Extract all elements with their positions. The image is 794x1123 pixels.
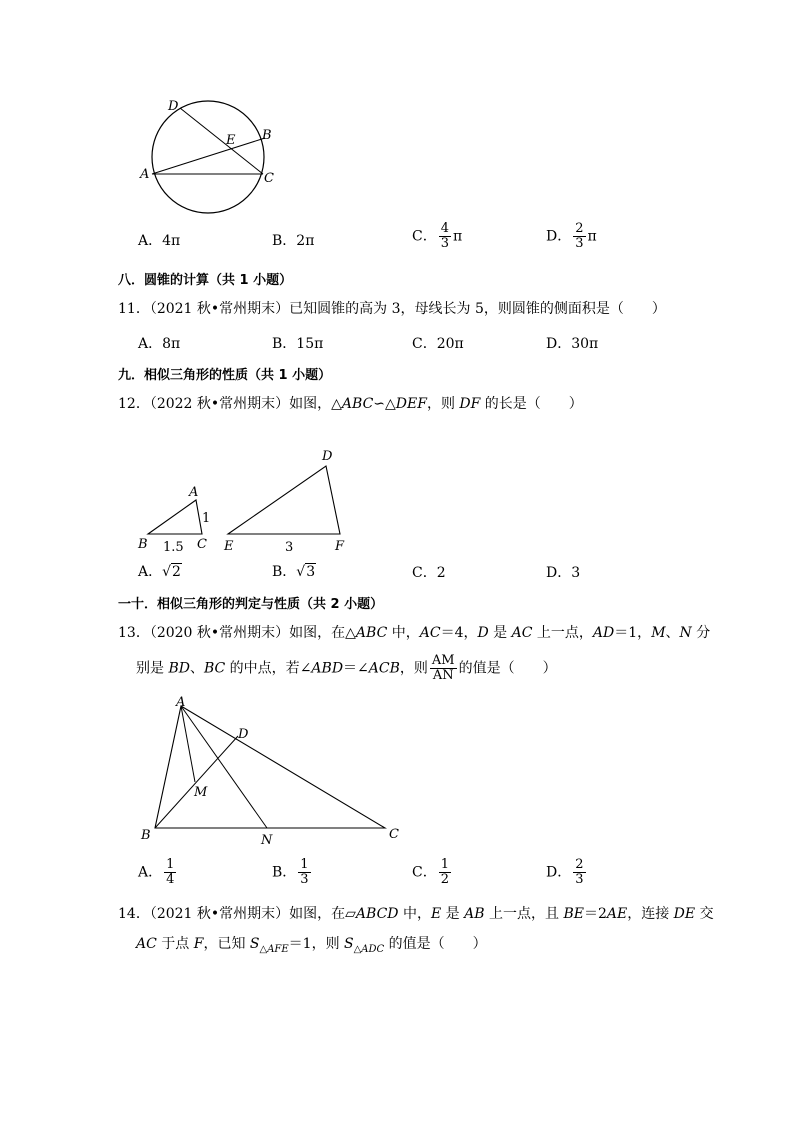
- section-heading-9: 九．相似三角形的性质（共 1 小题）: [118, 368, 332, 383]
- section-heading-10: 一十．相似三角形的判定与性质（共 2 小题）: [118, 597, 384, 612]
- fraction: $\frac{4}{3}$: [440, 221, 449, 251]
- circle-figure: [130, 92, 290, 222]
- label-F: F: [335, 539, 345, 554]
- question-14-line2: AC 于点 F，已知 $S_{\triangle AFE}=1$，则 $S_{\triangle ADC}$ 的值是（ ）: [136, 936, 487, 955]
- label-D: D: [168, 99, 179, 114]
- label-A: A: [189, 485, 199, 500]
- question-11: 11．（2021 秋•常州期末）已知圆锥的高为 3，母线长为 5，则圆锥的侧面积是（ ）: [118, 301, 666, 317]
- question-13-line1: 13．（2020 秋•常州期末）如图，在△ABC 中，AC＝4，D 是 AC 上一点，AD＝1，M、N 分: [118, 625, 711, 641]
- q12-option-c[interactable]: C．2: [412, 565, 446, 581]
- side-ef-label: 3: [285, 540, 294, 555]
- q12-option-b[interactable]: B．√3: [272, 564, 316, 580]
- label-E: E: [226, 133, 236, 148]
- q13-option-c[interactable]: C． $\frac{1}{2}$: [412, 857, 449, 887]
- section-heading-8: 八．圆锥的计算（共 1 小题）: [118, 273, 293, 288]
- fraction: $\frac{2}{3}$: [575, 221, 584, 251]
- q13-option-d[interactable]: D． $\frac{2}{3}$: [546, 857, 584, 887]
- option-b[interactable]: B．2π: [272, 233, 315, 249]
- q12-option-d[interactable]: D．3: [546, 565, 581, 581]
- label-A: A: [176, 695, 186, 710]
- label-C: C: [389, 827, 399, 842]
- question-12: 12．（2022 秋•常州期末）如图，△ABC∽△DEF，则 DF 的长是（ ）: [118, 396, 583, 412]
- label-B: B: [262, 128, 272, 143]
- q11-option-d[interactable]: D．30π: [546, 336, 599, 352]
- option-a[interactable]: A．4π: [138, 233, 181, 249]
- q11-option-a[interactable]: A．8π: [138, 336, 181, 352]
- label-M: M: [194, 785, 208, 800]
- label-B: B: [138, 537, 148, 552]
- label-D: D: [238, 727, 249, 742]
- q11-option-c[interactable]: C．20π: [412, 336, 464, 352]
- label-A: A: [140, 167, 150, 182]
- fraction-am-an: $\frac{AM}{AN}$: [431, 653, 455, 683]
- q13-option-b[interactable]: B． $\frac{1}{3}$: [272, 857, 309, 887]
- triangle-abc-figure: [130, 692, 410, 854]
- question-13-line2: 别是 BD、BC 的中点，若∠ABD＝∠ACB，则 $\frac{AM}{AN}$ 的值是（ ）: [136, 653, 557, 683]
- side-bc-label: 1.5: [163, 540, 184, 555]
- label-E: E: [224, 539, 234, 554]
- q11-option-b[interactable]: B．15π: [272, 336, 324, 352]
- question-14-line1: 14．（2021 秋•常州期末）如图，在▱ABCD 中，E 是 AB 上一点，且 BE＝2AE，连接 DE 交: [118, 906, 714, 922]
- label-D: D: [322, 449, 333, 464]
- label-B: B: [141, 828, 151, 843]
- q12-option-a[interactable]: A．√2: [138, 564, 181, 580]
- label-N: N: [261, 833, 273, 848]
- option-c[interactable]: C． $\frac{4}{3}$ π: [412, 221, 463, 251]
- option-d[interactable]: D． $\frac{2}{3}$ π: [546, 221, 597, 251]
- q13-option-a[interactable]: A． $\frac{1}{4}$: [138, 857, 175, 887]
- label-C: C: [264, 171, 274, 186]
- label-C: C: [197, 537, 207, 552]
- side-ac-label: 1: [202, 511, 211, 526]
- similar-triangles-figure: [130, 444, 360, 558]
